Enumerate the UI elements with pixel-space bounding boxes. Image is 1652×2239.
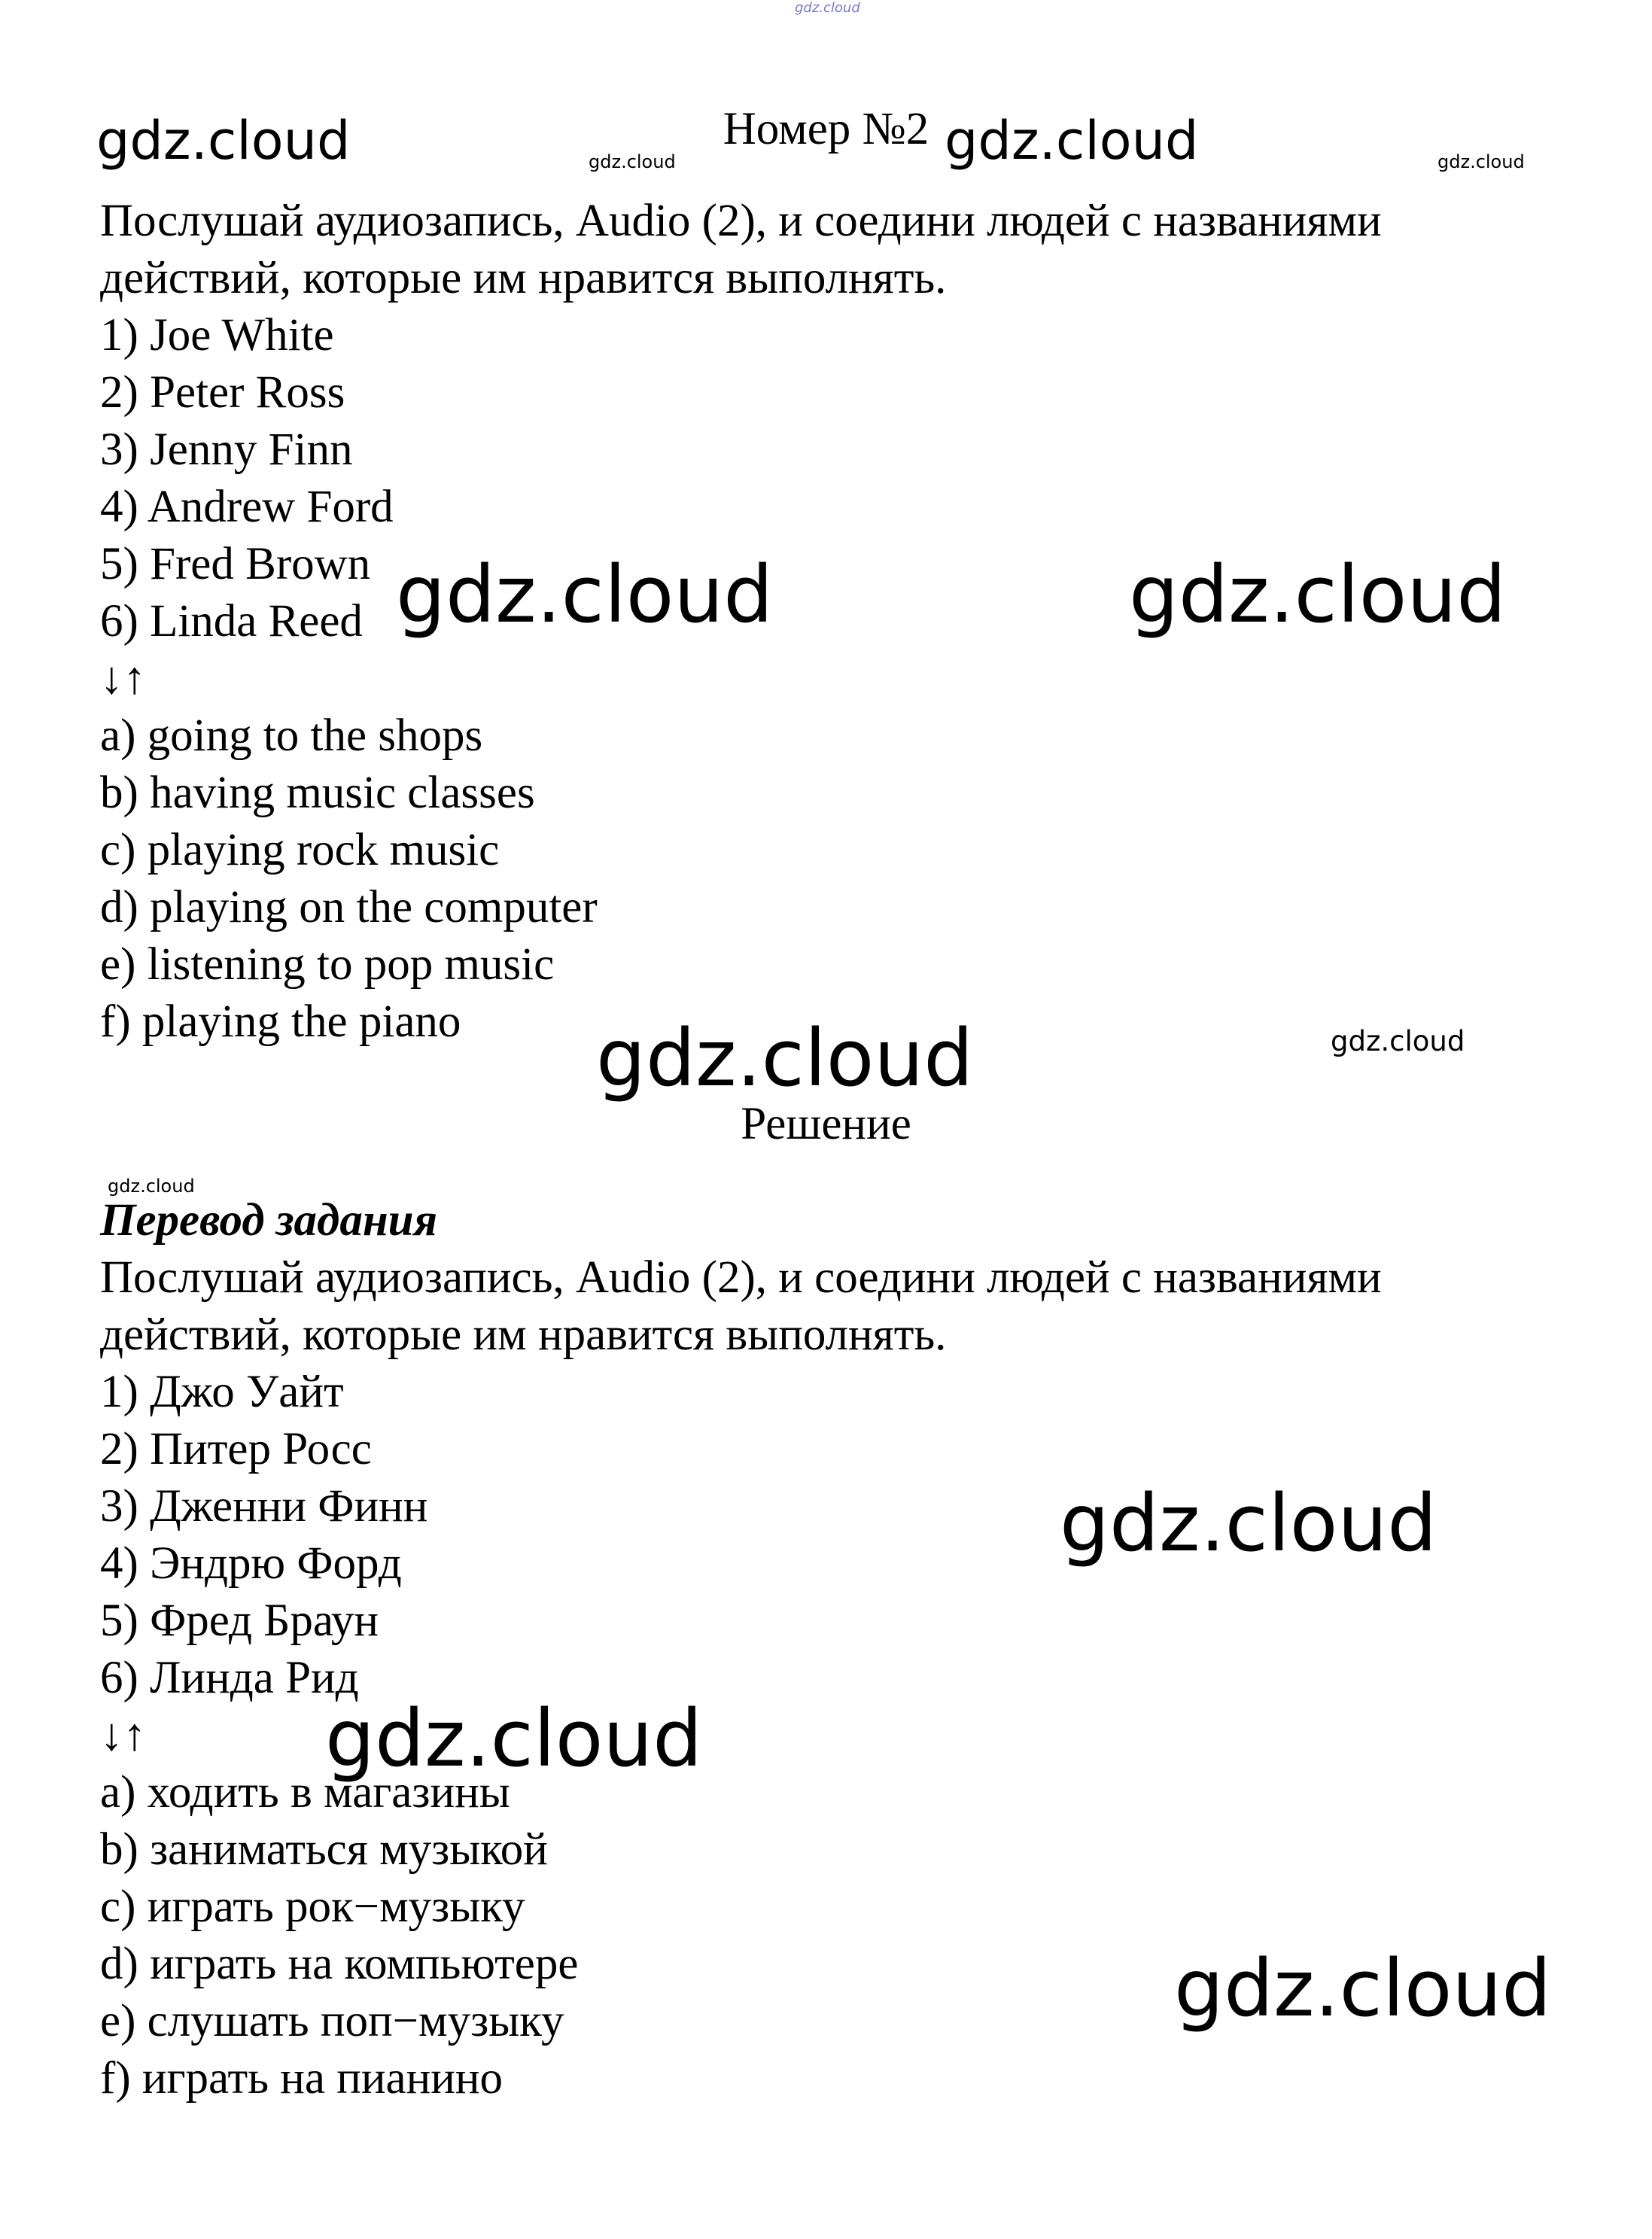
translated-person-item: 4) Эндрю Форд [100,1538,402,1589]
translated-person-item: 2) Питер Росс [100,1424,372,1474]
translated-instruction-line-2: действий, которые им нравится выполнять. [100,1310,947,1360]
watermark: gdz.cloud [108,1176,195,1197]
person-item: 5) Fred Brown [100,539,371,589]
activity-item: d) playing on the computer [100,882,598,932]
watermark: gdz.cloud [325,1693,703,1784]
translated-instruction-line-1: Послушай аудиозапись, Audio (2), и соедини людей с названиями [100,1252,1382,1303]
arrows-symbol: ↓↑ [100,1710,146,1760]
translated-person-item: 3) Дженни Финн [100,1481,428,1532]
watermark: gdz.cloud [1438,151,1525,172]
person-item: 2) Peter Ross [100,367,345,418]
activity-item: f) playing the piano [100,996,461,1047]
person-item: 6) Linda Reed [100,596,363,646]
watermark: gdz.cloud [1060,1477,1438,1569]
arrows-symbol: ↓↑ [100,653,146,704]
watermark: gdz.cloud [1331,1025,1465,1057]
person-item: 1) Joe White [100,310,334,360]
task-number: Номер №2 [723,104,929,154]
watermark: gdz.cloud [1129,549,1507,640]
instruction-line-2: действий, которые им нравится выполнять. [100,253,947,303]
watermark: gdz.cloud [945,110,1199,172]
translated-activity-item: f) играть на пианино [100,2053,504,2104]
watermark: gdz.cloud [1174,1942,1552,2034]
translation-heading: Перевод задания [100,1195,438,1246]
watermark: gdz.cloud [795,0,860,16]
translated-activity-item: c) играть рок−музыку [100,1882,525,1932]
translated-activity-item: a) ходить в магазины [100,1767,510,1818]
activity-item: a) going to the shops [100,710,483,761]
solution-title: Решение [741,1099,911,1149]
watermark: gdz.cloud [96,110,351,172]
person-item: 3) Jenny Finn [100,424,353,475]
instruction-line-1: Послушай аудиозапись, Audio (2), и соедини людей с названиями [100,196,1382,246]
translated-activity-item: e) слушать поп−музыку [100,1996,564,2046]
translated-person-item: 1) Джо Уайт [100,1367,344,1417]
person-item: 4) Andrew Ford [100,482,394,532]
activity-item: b) having music classes [100,768,535,818]
activity-item: e) listening to pop music [100,939,555,990]
activity-item: c) playing rock music [100,825,500,875]
translated-activity-item: b) заниматься музыкой [100,1824,548,1875]
translated-person-item: 6) Линда Рид [100,1653,359,1703]
translated-person-item: 5) Фред Браун [100,1596,379,1646]
watermark: gdz.cloud [396,549,774,640]
watermark: gdz.cloud [589,151,676,172]
watermark: gdz.cloud [596,1012,974,1104]
translated-activity-item: d) играть на компьютере [100,1939,579,1989]
